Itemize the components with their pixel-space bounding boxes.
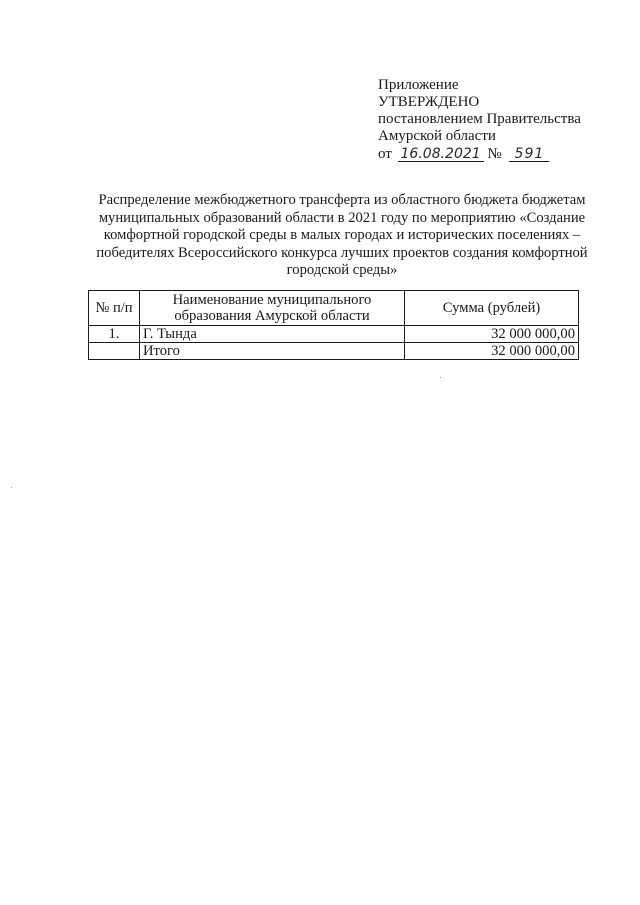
row-municipality: Г. Тында — [140, 326, 405, 343]
distribution-table — [88, 290, 579, 360]
appendix-label: Приложение — [378, 77, 459, 93]
approved-label: УТВЕРЖДЕНО — [378, 94, 480, 110]
scan-speck — [440, 377, 441, 378]
date-prefix: от — [378, 146, 392, 162]
scan-speck — [11, 487, 12, 488]
table-row — [89, 326, 579, 343]
row-number: 1. — [89, 326, 140, 343]
table-header-row — [89, 291, 579, 326]
table-total-row — [89, 343, 579, 360]
date-number-line — [378, 146, 581, 163]
header-number: № п/п — [89, 291, 140, 326]
total-label: Итого — [140, 343, 405, 360]
number-prefix: № — [487, 146, 502, 162]
handwritten-number: 591 — [509, 147, 549, 162]
header-sum: Сумма (рублей) — [405, 291, 579, 326]
document-title: Распределение межбюджетного трансферта из областного бюджета бюджетам муниципальных образований области в 2021 году по мероприятию «Создание комфортной городской среды в малых городах и исторических поселениях – победителях Всероссийского конкурса лучших проектов создания комфортной городской среды» — [96, 192, 588, 278]
handwritten-date: 16.08.2021 — [398, 147, 484, 162]
region-label: Амурской области — [378, 128, 496, 144]
resolution-label: постановлением Правительства — [378, 111, 581, 127]
row-sum: 32 000 000,00 — [405, 326, 579, 343]
total-number-cell — [89, 343, 140, 360]
total-sum: 32 000 000,00 — [405, 343, 579, 360]
header-municipality: Наименование муниципального образования Амурской области — [140, 291, 405, 326]
approval-stamp — [378, 77, 581, 163]
